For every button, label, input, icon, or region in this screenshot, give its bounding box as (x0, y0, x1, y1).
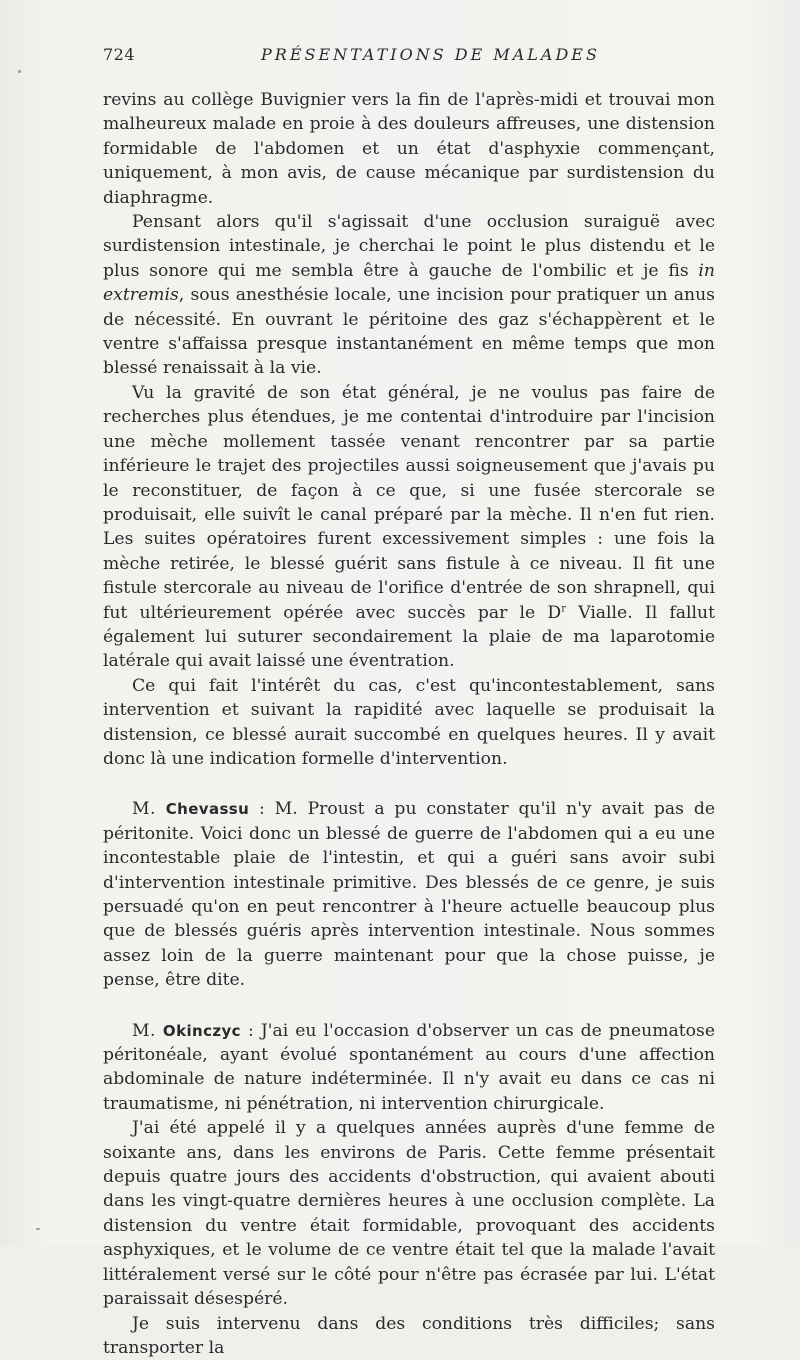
page-speck (36, 1228, 40, 1230)
italic-phrase: in extremis (103, 261, 715, 305)
superscript: r (561, 603, 566, 614)
paragraph-text: Je suis intervenu dans des conditions très difficiles; sans transporter la (103, 1314, 715, 1358)
speaker-prefix: M. (132, 1021, 156, 1041)
paragraph (103, 1116, 715, 1311)
paragraph-text: Vu la gravité de son état général, je ne voulus pas faire de recherches plus étendues, je me contentai d'introduire par l'incision une mèche mollement tassée venant rencontrer par sa partie inférieure le trajet des projectiles aussi soigneusement que j'avais pu le reconstituer, de façon à ce que, si une fusée stercorale se produisait, elle suivît le canal préparé par la mèche. Il n'en fut rien. Les suites opératoires furent excessivement simples : une fois la mèche retirée, le blessé guérit sans fistule à ce niveau. Il fit une fistule stercorale au niveau de l'orifice d'entrée de son shrapnell, qui fut ultérieurement opérée avec succès par le D (103, 383, 715, 623)
paragraph (103, 210, 715, 381)
page-speck (18, 70, 21, 73)
page-number: 724 (103, 45, 135, 64)
paragraph-text: J'ai été appelé il y a quelques années auprès d'une femme de soixante ans, dans les environs de Paris. Cette femme présentait depuis quatre jours des accidents d'obstruction, qui avaient abouti dans les vingt-quatre dernières heures à une occlusion complète. La distension du ventre était formidable, provoquant des accidents asphyxiques, et le volume de ce ventre était tel que la malade l'avait littéralement versé sur le côté pour n'être pas écrasée par lui. L'état paraissait désespéré. (103, 1118, 715, 1309)
paragraph-text: , sous anesthésie locale, une incision pour pratiquer un anus de nécessité. En ouvrant le péritoine des gaz s'échappèrent et le ventre s'affaissa presque instantanément en même temps que mon blessé renaissait à la vie. (103, 285, 715, 378)
body-text (103, 88, 715, 1360)
paragraph-text: : J'ai eu l'occasion d'observer un cas de pneumatose péritonéale, ayant évolué spontanément au cours d'une affection abdominale de nature indéterminée. Il n'y avait eu dans ce cas ni traumatisme, ni pénétration, ni intervention chirurgicale. (103, 1021, 715, 1114)
paragraph-okinczyc (103, 1019, 715, 1117)
paragraph (103, 381, 715, 674)
paragraph (103, 1312, 715, 1360)
paragraph-text: revins au collège Buvignier vers la fin de l'après-midi et trouvai mon malheureux malade en proie à des douleurs affreuses, une distension formidable de l'abdomen et un état d'asphyxie commençant, uniquement, à mon avis, de cause mécanique par surdistension du diaphragme. (103, 90, 715, 208)
paragraph-chevassu (103, 797, 715, 992)
paragraph-text: Vialle. Il fallut également lui suturer secondairement la plaie de ma laparotomie latérale qui avait laissé une éventration. (103, 603, 715, 672)
paragraph (103, 674, 715, 772)
speaker-name: Chevassu (166, 800, 250, 818)
running-title: PRÉSENTATIONS DE MALADES (261, 45, 600, 64)
page-header (103, 45, 713, 69)
paragraph-text: : M. Proust a pu constater qu'il n'y avait pas de péritonite. Voici donc un blessé de guerre de l'abdomen qui a eu une incontestable plaie de l'intestin, et qui a guéri sans avoir subi d'intervention intestinale primitive. Des blessés de ce genre, je suis persuadé qu'on en peut rencontrer à l'heure actuelle beaucoup plus que de blessés guéris après intervention intestinale. Nous sommes assez loin de la guerre maintenant pour que la chose puisse, je pense, être dite. (103, 799, 715, 990)
paragraph-text: Pensant alors qu'il s'agissait d'une occlusion suraiguë avec surdistension intestinale, je cherchai le point le plus distendu et le plus sonore qui me sembla être à gauche de l'ombilic et je fis (103, 212, 715, 281)
paragraph (103, 88, 715, 210)
speaker-name: Okinczyc (163, 1022, 241, 1040)
speaker-prefix: M. (132, 799, 156, 819)
paragraph-text: Ce qui fait l'intérêt du cas, c'est qu'incontestablement, sans intervention et suivant la rapidité avec laquelle se produisait la distension, ce blessé aurait succombé en quelques heures. Il y avait donc là une indication formelle d'intervention. (103, 676, 715, 769)
